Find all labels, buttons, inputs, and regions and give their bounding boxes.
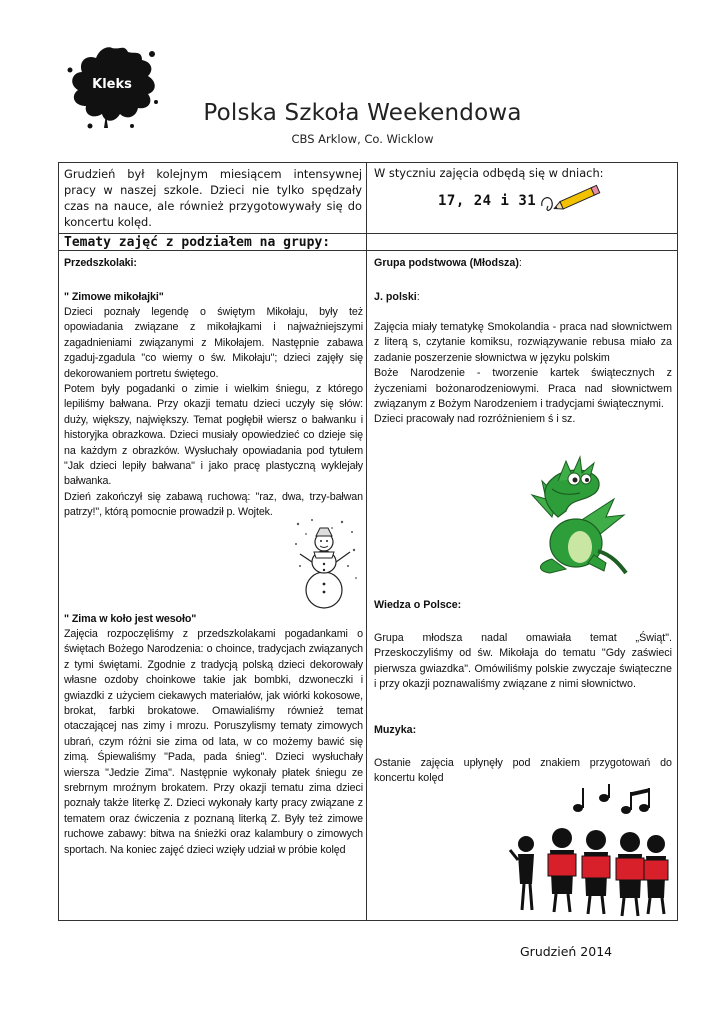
class-dates: 17, 24 i 31 bbox=[438, 193, 537, 209]
intro-text: Grudzień był kolejnym miesiącem intensywnej pracy w naszej szkole. Dzieci nie tylko spędzały czas na nauce, ale również przygotowywały się do koncertu kolęd. bbox=[64, 167, 362, 229]
paragraph: Zajęcia rozpoczęliśmy z przedszkolakami pogadankami o świętach Bożego Narodzenia: o choince, tradycjach związanych z tymi świętami. Zgodnie z tradycją polską dzieci dekorowały własne ozdoby choinkowe takie jak bombki, dzwoneczki i gwiazdki z użyciem ciekawych materiałów, jak wiórki kokosowe, brokat, farbki brokatowe. Omawialiśmy również temat otaczającej nas zimy i mrozu. Poruszylismy tematy zimowych ubrań, czym różni sie zima od lata, w co możemy bawić się zimą. Śpiewaliśmy "Pada, pada śnieg". Dzieci wysłuchały wiersza "Jedzie Zima". Następnie wykonały płatek śniegu ze srebrnym mroźnym brokatem. Przy okazji tematu zima dzieci poznały także literkę Z. Dzieci wykonały karty pracy związane z tematem oraz ćwiczenia z poznaną literką Z. Były też zimowe ruchowe zabawy: bitwa na śnieżki oraz kalambury o zimowych sportach. Na koniec zajęć dzieci wzięły udział w próbie kolęd bbox=[64, 628, 363, 856]
paragraph: Zajęcia miały tematykę Smokolandia - praca nad słownictwem z literą s, czytanie komiksu, rozwiązywanie rebusa miało za zadanie poszerzenie słownictwa w języku polskim bbox=[374, 321, 672, 364]
primary-group-heading: Grupa podstwowa (Młodsza): bbox=[374, 257, 522, 269]
choir-illustration bbox=[508, 784, 674, 918]
table-row-divider bbox=[58, 233, 678, 234]
table-column-divider bbox=[366, 162, 367, 921]
paragraph: Ostanie zajęcia upłynęły pod znakiem przygotowań do koncertu kolęd bbox=[374, 757, 672, 785]
footer-date: Grudzień 2014 bbox=[520, 944, 613, 959]
section1-text bbox=[64, 305, 363, 521]
section2-text bbox=[64, 627, 363, 858]
page-subtitle: CBS Arklow, Co. Wicklow bbox=[291, 132, 434, 146]
muzyka-heading: Muzyka: bbox=[374, 724, 417, 736]
snowman-illustration bbox=[292, 518, 360, 612]
wiedza-text bbox=[374, 631, 672, 693]
paragraph: Boże Narodzenie - tworzenie kartek świątecznych z życzeniami bożonarodzeniowymi. Praca nad słownictwem związanym z Bożym Narodzeniem i tradycjami świątecznymi. bbox=[374, 367, 672, 411]
paragraph: Dzieci poznały legendę o świętym Mikołaju, były też opowiadania związane z mikołajkami i najważniejszymi zagadnieniami związanymi z Mikołajem. Następnie zabawa zgaduj-zgadula "co wiemy o św. Mikołaju"; dzieci zajęły się dekorowaniem portretu świętego. bbox=[64, 306, 363, 380]
wiedza-heading: Wiedza o Polsce: bbox=[374, 599, 462, 611]
singer bbox=[582, 830, 610, 914]
dragon-illustration bbox=[522, 455, 628, 577]
paragraph: Potem były pogadanki o zimie i wielkim śniegu, z którego lepiliśmy bałwana. Przy okazji tematu dzieci uczyły się słów: duży, większy, największy. Temat pogłębił wiersz o bałwanku i historyjka obrazkowa. Dzieci musiały opowiedzieć co dzieje się na każdym z obrazków. Wysłuchały opowiadania pod tytułem "Jak dzieci lepiły bałwana" i jako pracę plastyczną wyklejały bałwanka. bbox=[64, 383, 363, 488]
singer bbox=[616, 832, 644, 916]
paragraph: Dzieci pracowały nad rozróżnieniem ś i sz. bbox=[374, 413, 576, 426]
topics-heading: Tematy zajęć z podziałem na grupy: bbox=[64, 235, 331, 250]
paragraph: Dzień zakończył się zabawą ruchową: "raz, dwa, trzy-bałwan patrzy!", którą pomocnie prowadził p. Wojtek. bbox=[64, 490, 363, 519]
section-title-zimowe-mikolajki: " Zimowe mikołajki" bbox=[64, 291, 164, 303]
polish-subject-heading: J. polski: bbox=[374, 291, 420, 303]
singer bbox=[644, 835, 668, 914]
page-title: Polska Szkoła Weekendowa bbox=[203, 100, 522, 126]
muzyka-text bbox=[374, 756, 672, 787]
singer bbox=[548, 828, 576, 912]
pencil-icon bbox=[538, 180, 606, 216]
logo-text: Kleks bbox=[92, 77, 132, 92]
preschool-group-heading: Przedszkolaki: bbox=[64, 257, 137, 269]
polish-subject-text bbox=[374, 320, 672, 428]
section-title-zima: " Zima w koło jest wesoło" bbox=[64, 613, 197, 625]
dates-label: W styczniu zajęcia odbędą się w dniach: bbox=[374, 166, 604, 180]
paragraph: Grupa młodsza nadal omawiała temat „Świąt". Przeskoczyliśmy od św. Mikołaja do tematu "Gdy zaświeci pierwsza gwiazdka". Omówiliśmy polskie zwyczaje świąteczne i przy okazji poznawaliśmy związane z nimi słownictwo. bbox=[374, 632, 672, 691]
